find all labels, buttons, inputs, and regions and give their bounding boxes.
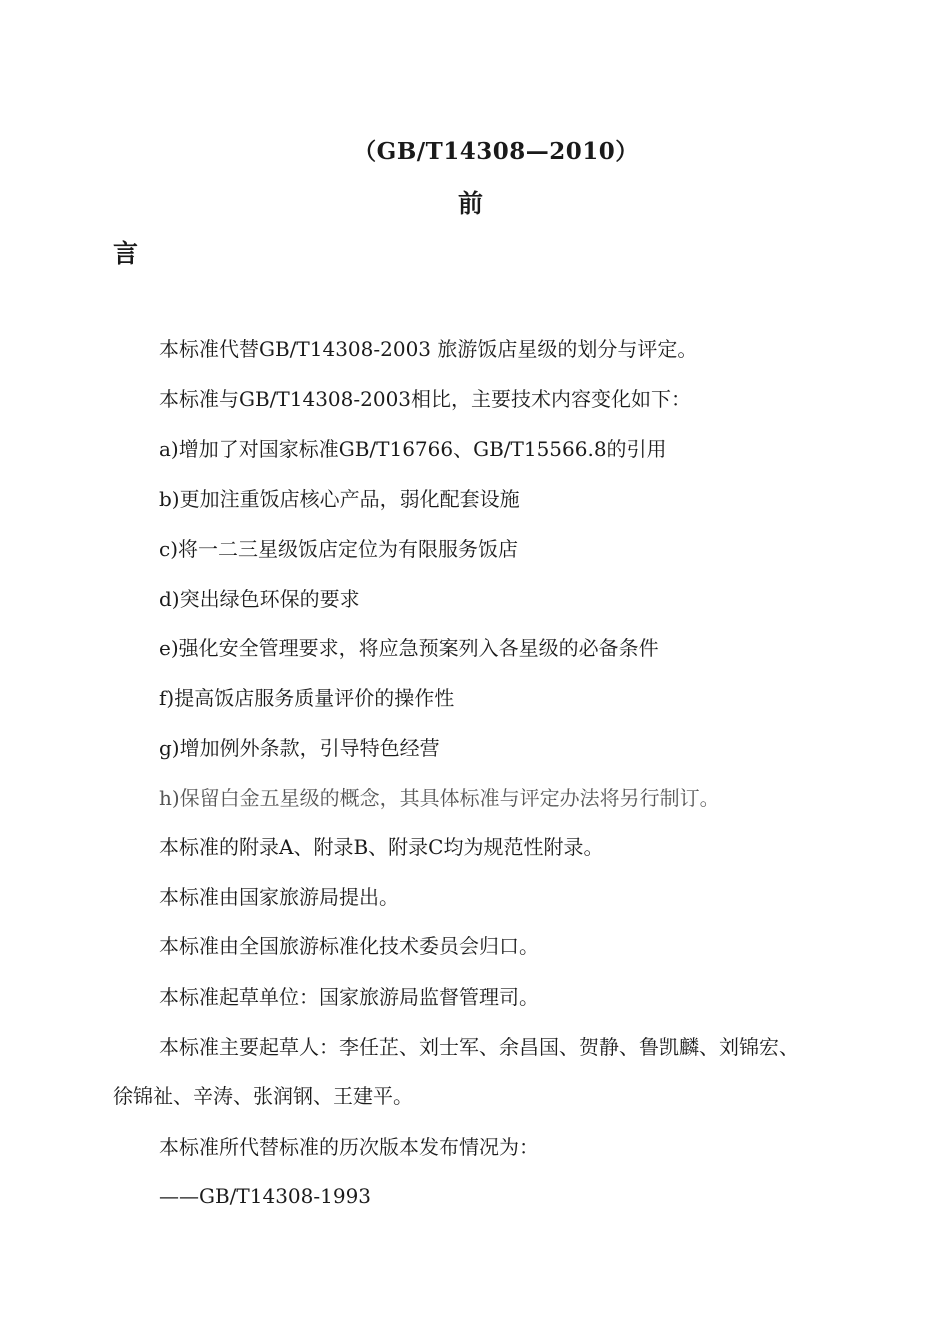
- foreword-heading-char-1: 前: [458, 189, 484, 218]
- paragraph-appendix: 本标准的附录A、附录B、附录C均为规范性附录。: [159, 835, 604, 859]
- standard-code: （GB/T14308—2010）: [353, 138, 639, 165]
- foreword-heading-char-2: 言: [113, 239, 139, 268]
- paragraph-proposed-by: 本标准由国家旅游局提出。: [159, 885, 399, 909]
- paragraph-drafters-line-1: 本标准主要起草人：李任芷、刘士军、余昌国、贺静、鲁凯麟、刘锦宏、: [159, 1035, 799, 1059]
- paragraph-drafters-line-2: 徐锦祉、辛涛、张润钢、王建平。: [113, 1084, 413, 1108]
- history-item: ——GB/T14308-1993: [159, 1184, 372, 1208]
- change-item-h: h)保留白金五星级的概念，其具体标准与评定办法将另行制订。: [159, 786, 720, 810]
- paragraph-replaces: 本标准代替GB/T14308-2003 旅游饭店星级的划分与评定。: [159, 337, 698, 361]
- change-item-f: f)提高饭店服务质量评价的操作性: [159, 686, 455, 710]
- change-item-e: e)强化安全管理要求，将应急预案列入各星级的必备条件: [159, 636, 659, 660]
- change-item-c: c)将一二三星级饭店定位为有限服务饭店: [159, 537, 519, 561]
- change-item-b: b)更加注重饭店核心产品，弱化配套设施: [159, 487, 520, 511]
- paragraph-history-intro: 本标准所代替标准的历次版本发布情况为：: [159, 1135, 539, 1159]
- change-item-g: g)增加例外条款，引导特色经营: [159, 736, 440, 760]
- paragraph-drafting-unit: 本标准起草单位：国家旅游局监督管理司。: [159, 985, 539, 1009]
- change-item-a: a)增加了对国家标准GB/T16766、GB/T15566.8的引用: [159, 437, 667, 461]
- change-item-d: d)突出绿色环保的要求: [159, 587, 360, 611]
- paragraph-centralized-by: 本标准由全国旅游标准化技术委员会归口。: [159, 934, 539, 958]
- paragraph-changes-intro: 本标准与GB/T14308-2003相比，主要技术内容变化如下：: [159, 387, 692, 411]
